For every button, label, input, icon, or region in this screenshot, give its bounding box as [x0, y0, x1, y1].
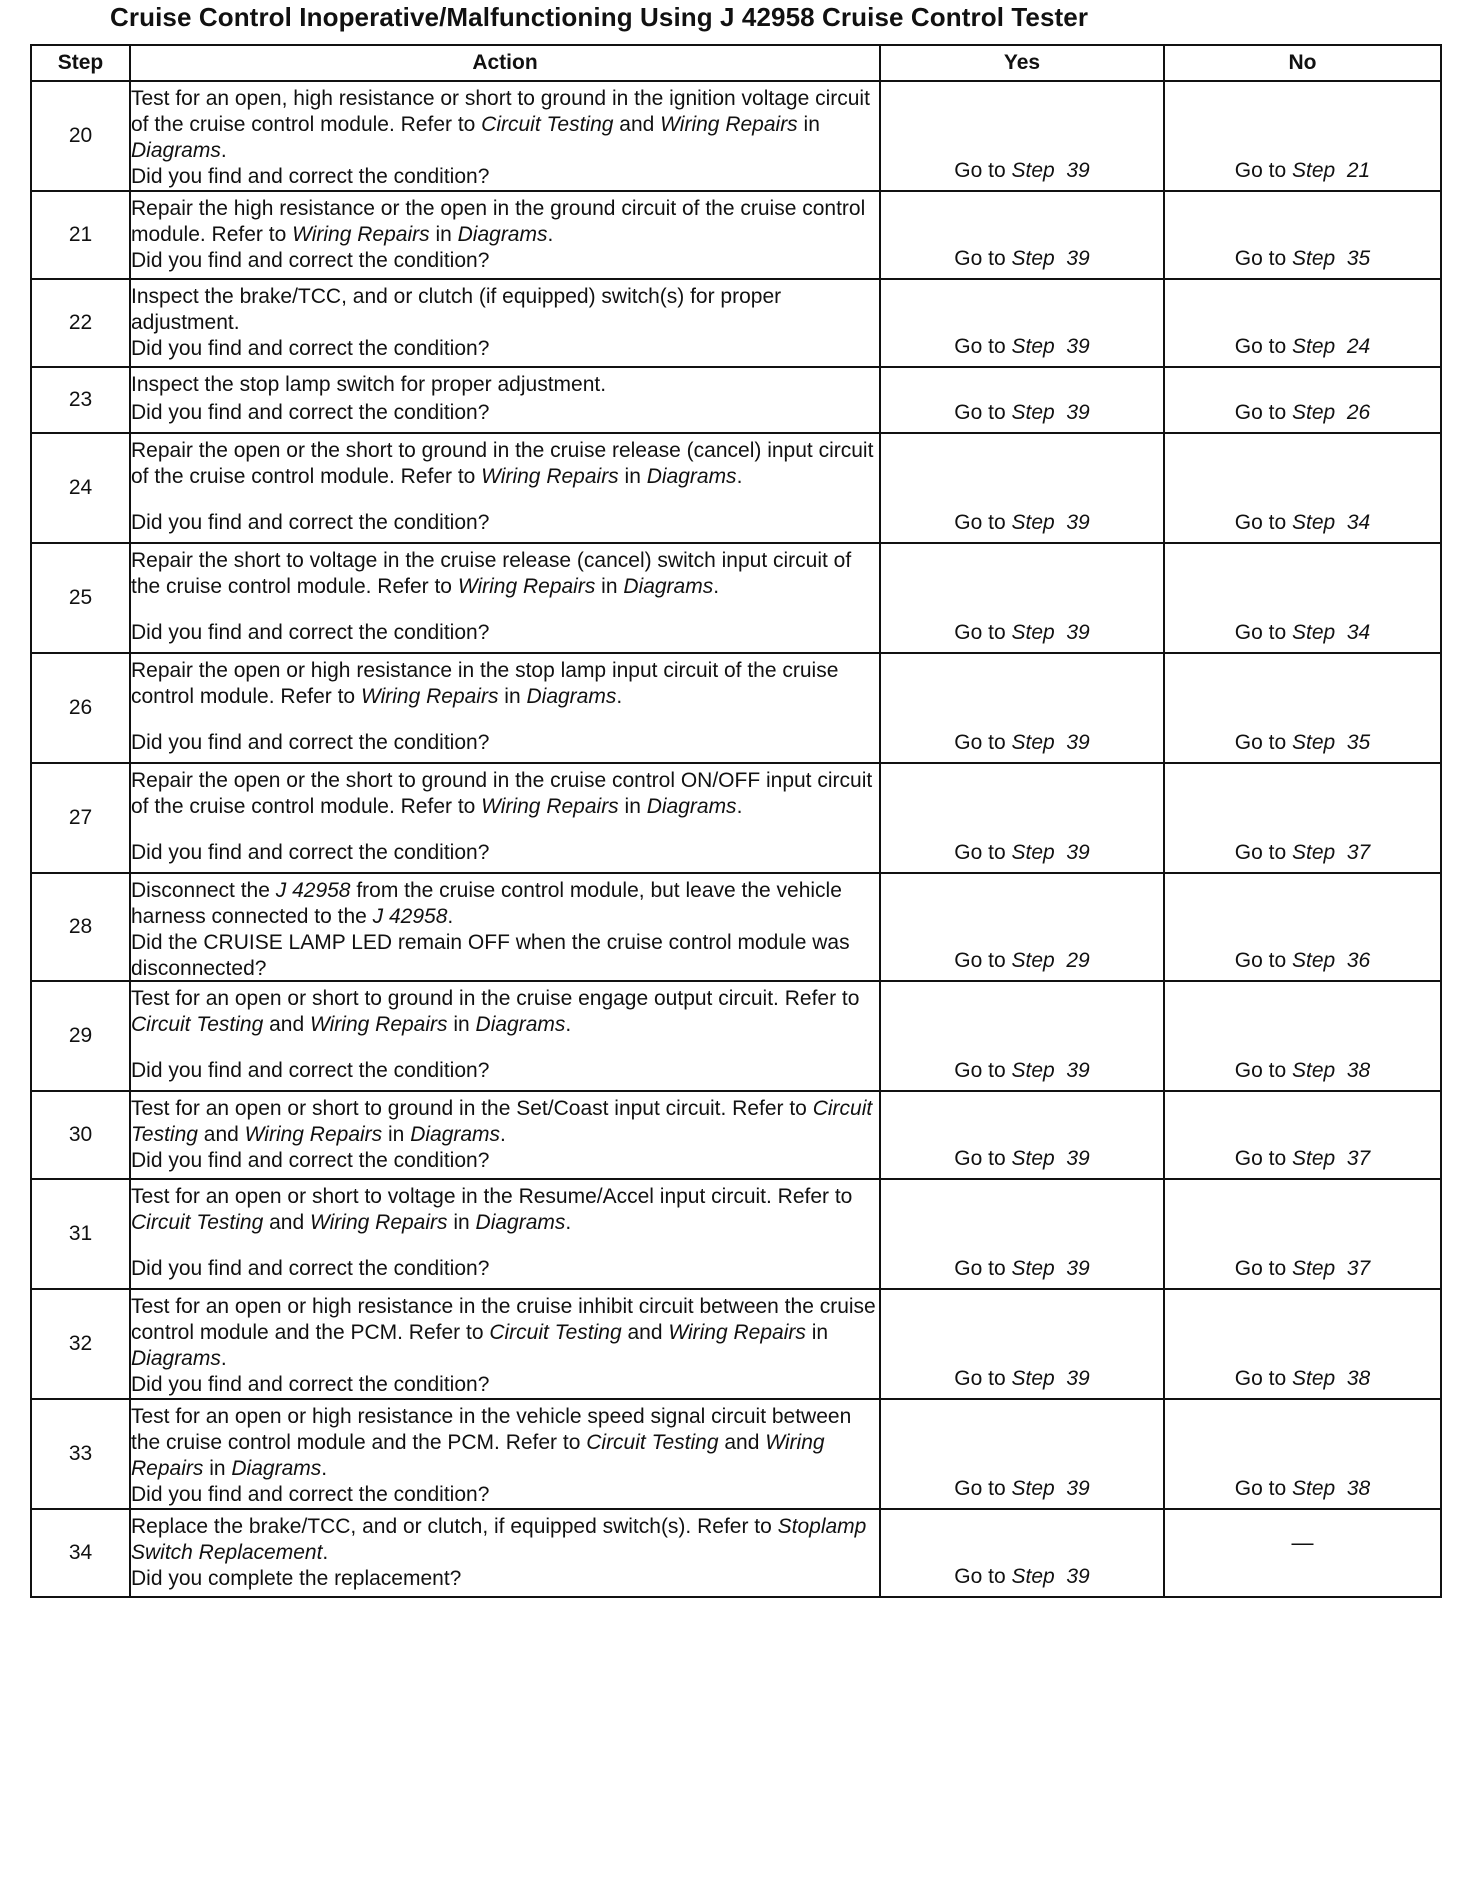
- action-reference: Wiring Repairs: [481, 465, 619, 488]
- no-cell: Go to Step 24: [1164, 279, 1441, 367]
- action-question: Did you find and correct the condition?: [131, 841, 490, 864]
- table-row: [31, 1091, 1441, 1179]
- yes-cell: Go to Step 39: [880, 981, 1164, 1091]
- yes-cell: Go to Step 39: [880, 279, 1164, 367]
- action-text: Test for an open or short to ground in the cruise engage output circuit. Refer to Circuit Testing and Wiring Repairs in Diagrams.: [131, 987, 860, 1036]
- yes-goto-step: Step 39: [1011, 159, 1090, 182]
- action-reference: Wiring Repairs: [310, 1013, 448, 1036]
- table-header-row: [31, 45, 1441, 81]
- yes-cell: Go to Step 39: [880, 1399, 1164, 1509]
- action-question: Did you complete the replacement?: [131, 1567, 462, 1590]
- action-reference: Diagrams: [475, 1211, 566, 1234]
- page-title: Cruise Control Inoperative/Malfunctioning Using J 42958 Cruise Control Tester: [110, 2, 1089, 32]
- yes-goto-step: Step 39: [1011, 731, 1090, 754]
- action-text: Repair the open or the short to ground in the cruise control ON/OFF input circuit of the cruise control module. Refer to Wiring Repairs in Diagrams.: [131, 769, 873, 818]
- yes-cell: Go to Step 39: [880, 191, 1164, 279]
- action-cell: [130, 1289, 880, 1399]
- yes-goto-step: Step 39: [1011, 1059, 1090, 1082]
- step-number: 20: [31, 81, 130, 191]
- yes-cell: Go to Step 39: [880, 543, 1164, 653]
- action-reference: Diagrams: [131, 139, 221, 162]
- step-number: 24: [31, 433, 130, 543]
- step-number: 27: [31, 763, 130, 873]
- no-goto-step: Step 35: [1291, 247, 1371, 270]
- yes-goto-step: Step 39: [1011, 841, 1090, 864]
- no-cell: Go to Step 38: [1164, 981, 1441, 1091]
- action-question: Did you find and correct the condition?: [131, 337, 490, 360]
- action-question: Did you find and correct the condition?: [131, 249, 490, 272]
- action-reference: Diagrams: [646, 795, 737, 818]
- header-action: Action: [130, 45, 880, 81]
- yes-cell: Go to Step 39: [880, 763, 1164, 873]
- diagnostic-table: [30, 44, 1442, 1598]
- yes-cell: Go to Step 29: [880, 873, 1164, 981]
- action-cell: [130, 1091, 880, 1179]
- table-row: [31, 191, 1441, 279]
- action-reference: Circuit Testing: [481, 113, 614, 136]
- no-goto-step: Step 36: [1291, 949, 1371, 972]
- no-cell: [1164, 1509, 1441, 1597]
- action-reference: J 42958: [372, 905, 448, 928]
- no-goto-step: Step 38: [1291, 1059, 1371, 1082]
- no-cell: Go to Step 21: [1164, 81, 1441, 191]
- action-cell: [130, 1179, 880, 1289]
- action-reference: Circuit Testing: [131, 1211, 264, 1234]
- yes-cell: Go to Step 39: [880, 433, 1164, 543]
- action-text: Repair the open or the short to ground in the cruise release (cancel) input circuit of the cruise control module. Refer to Wiring Repairs in Diagrams.: [131, 439, 874, 488]
- action-reference: J 42958: [275, 879, 351, 902]
- table-body: [31, 81, 1441, 1597]
- yes-goto-step: Step 39: [1011, 1147, 1090, 1170]
- no-cell: Go to Step 35: [1164, 653, 1441, 763]
- table-row: [31, 543, 1441, 653]
- yes-goto-step: Step 39: [1011, 511, 1090, 534]
- table-row: [31, 279, 1441, 367]
- action-text: Replace the brake/TCC, and or clutch, if equipped switch(s). Refer to Stoplamp Switch Replacement.: [131, 1515, 867, 1564]
- action-cell: [130, 1509, 880, 1597]
- action-question: Did the CRUISE LAMP LED remain OFF when the cruise control module was disconnected?: [131, 931, 850, 980]
- no-dash: —: [1291, 1530, 1314, 1555]
- yes-cell: Go to Step 39: [880, 1509, 1164, 1597]
- yes-goto-step: Step 39: [1011, 247, 1090, 270]
- action-reference: Wiring Repairs: [131, 1431, 825, 1480]
- no-goto-step: Step 34: [1291, 511, 1371, 534]
- no-cell: Go to Step 37: [1164, 763, 1441, 873]
- action-reference: Diagrams: [410, 1123, 501, 1146]
- action-text: Repair the open or high resistance in the stop lamp input circuit of the cruise control module. Refer to Wiring Repairs in Diagrams.: [131, 659, 839, 708]
- action-reference: Wiring Repairs: [660, 113, 798, 136]
- step-number: 25: [31, 543, 130, 653]
- action-cell: [130, 1399, 880, 1509]
- action-reference: Wiring Repairs: [244, 1123, 383, 1146]
- action-reference: Diagrams: [475, 1013, 566, 1036]
- action-question: Did you find and correct the condition?: [131, 731, 490, 754]
- action-reference: Wiring Repairs: [310, 1211, 448, 1234]
- yes-goto-step: Step 39: [1011, 1257, 1090, 1280]
- yes-goto-step: Step 29: [1011, 949, 1090, 972]
- no-goto-step: Step 21: [1291, 159, 1371, 182]
- action-reference: Diagrams: [623, 575, 714, 598]
- no-cell: Go to Step 34: [1164, 543, 1441, 653]
- step-number: 33: [31, 1399, 130, 1509]
- table-row: [31, 433, 1441, 543]
- step-number: 34: [31, 1509, 130, 1597]
- action-cell: [130, 279, 880, 367]
- action-cell: [130, 81, 880, 191]
- no-cell: Go to Step 37: [1164, 1179, 1441, 1289]
- table-row: [31, 763, 1441, 873]
- action-reference: Circuit Testing: [586, 1431, 719, 1454]
- table-row: [31, 981, 1441, 1091]
- step-number: 22: [31, 279, 130, 367]
- action-cell: [130, 191, 880, 279]
- step-number: 26: [31, 653, 130, 763]
- yes-cell: Go to Step 39: [880, 1289, 1164, 1399]
- action-cell: [130, 653, 880, 763]
- yes-goto-step: Step 39: [1011, 621, 1090, 644]
- no-goto-step: Step 34: [1291, 621, 1371, 644]
- yes-goto-step: Step 39: [1011, 1367, 1090, 1390]
- header-yes: Yes: [880, 45, 1164, 81]
- action-cell: [130, 981, 880, 1091]
- table-row: [31, 653, 1441, 763]
- table-row: [31, 873, 1441, 981]
- action-reference: Stoplamp Switch Replacement: [131, 1515, 867, 1564]
- action-reference: Circuit Testing: [489, 1321, 622, 1344]
- action-text: Inspect the brake/TCC, and or clutch (if equipped) switch(s) for proper adjustment.: [131, 285, 782, 334]
- step-number: 31: [31, 1179, 130, 1289]
- table-row: [31, 1179, 1441, 1289]
- action-text: Test for an open or short to ground in the Set/Coast input circuit. Refer to Circuit Testing and Wiring Repairs in Diagrams.: [131, 1097, 873, 1146]
- yes-goto-step: Step 39: [1011, 335, 1090, 358]
- action-cell: [130, 367, 880, 433]
- action-question: Did you find and correct the condition?: [131, 621, 490, 644]
- table-row: [31, 1509, 1441, 1597]
- no-goto-step: Step 37: [1291, 1147, 1371, 1170]
- table-row: [31, 81, 1441, 191]
- no-cell: Go to Step 34: [1164, 433, 1441, 543]
- table-row: [31, 1289, 1441, 1399]
- step-number: 32: [31, 1289, 130, 1399]
- action-reference: Diagrams: [131, 1347, 221, 1370]
- action-cell: [130, 763, 880, 873]
- action-question: Did you find and correct the condition?: [131, 401, 490, 424]
- no-goto-step: Step 38: [1291, 1477, 1371, 1500]
- no-cell: Go to Step 36: [1164, 873, 1441, 981]
- action-question: Did you find and correct the condition?: [131, 1059, 490, 1082]
- yes-cell: Go to Step 39: [880, 1091, 1164, 1179]
- action-reference: Diagrams: [457, 223, 548, 246]
- action-question: Did you find and correct the condition?: [131, 1149, 490, 1172]
- yes-cell: Go to Step 39: [880, 81, 1164, 191]
- table-row: [31, 367, 1441, 433]
- action-text: Test for an open or short to voltage in the Resume/Accel input circuit. Refer to Circuit Testing and Wiring Repairs in Diagrams.: [131, 1185, 853, 1234]
- action-reference: Wiring Repairs: [457, 575, 596, 598]
- no-cell: Go to Step 35: [1164, 191, 1441, 279]
- yes-cell: Go to Step 39: [880, 653, 1164, 763]
- yes-cell: Go to Step 39: [880, 1179, 1164, 1289]
- action-text: Test for an open, high resistance or short to ground in the ignition voltage circuit of the cruise control module. Refer to Circuit Testing and Wiring Repairs in Diagrams.: [131, 87, 870, 162]
- step-number: 28: [31, 873, 130, 981]
- action-reference: Wiring Repairs: [292, 223, 430, 246]
- action-text: Inspect the stop lamp switch for proper adjustment.: [131, 373, 607, 396]
- step-number: 30: [31, 1091, 130, 1179]
- action-reference: Diagrams: [526, 685, 617, 708]
- no-cell: Go to Step 38: [1164, 1289, 1441, 1399]
- action-cell: [130, 433, 880, 543]
- no-cell: Go to Step 38: [1164, 1399, 1441, 1509]
- no-cell: Go to Step 26: [1164, 367, 1441, 433]
- action-question: Did you find and correct the condition?: [131, 511, 490, 534]
- no-goto-step: Step 26: [1291, 401, 1371, 424]
- header-no: No: [1164, 45, 1441, 81]
- no-goto-step: Step 35: [1291, 731, 1371, 754]
- action-cell: [130, 873, 880, 981]
- yes-goto-step: Step 39: [1011, 1565, 1090, 1588]
- action-reference: Circuit Testing: [131, 1097, 873, 1146]
- no-goto-step: Step 24: [1291, 335, 1371, 358]
- action-reference: Wiring Repairs: [360, 685, 499, 708]
- step-number: 23: [31, 367, 130, 433]
- step-number: 29: [31, 981, 130, 1091]
- action-text: Test for an open or high resistance in the cruise inhibit circuit between the cruise control module and the PCM. Refer to Circuit Testing and Wiring Repairs in Diagrams.: [131, 1295, 876, 1370]
- action-reference: Wiring Repairs: [668, 1321, 806, 1344]
- no-cell: Go to Step 37: [1164, 1091, 1441, 1179]
- action-reference: Diagrams: [646, 465, 737, 488]
- action-text: Test for an open or high resistance in the vehicle speed signal circuit between the cruise control module and the PCM. Refer to Circuit Testing and Wiring Repairs in Diagrams.: [131, 1405, 852, 1480]
- action-text: Repair the short to voltage in the cruise release (cancel) switch input circuit of the cruise control module. Refer to Wiring Repairs in Diagrams.: [131, 549, 852, 598]
- no-goto-step: Step 37: [1291, 1257, 1371, 1280]
- yes-goto-step: Step 39: [1011, 401, 1090, 424]
- yes-cell: Go to Step 39: [880, 367, 1164, 433]
- action-question: Did you find and correct the condition?: [131, 1373, 490, 1396]
- action-question: Did you find and correct the condition?: [131, 165, 490, 188]
- step-number: 21: [31, 191, 130, 279]
- action-question: Did you find and correct the condition?: [131, 1483, 490, 1506]
- action-reference: Wiring Repairs: [481, 795, 619, 818]
- no-goto-step: Step 37: [1291, 841, 1371, 864]
- action-reference: Diagrams: [231, 1457, 322, 1480]
- table-row: [31, 1399, 1441, 1509]
- action-question: Did you find and correct the condition?: [131, 1257, 490, 1280]
- action-cell: [130, 543, 880, 653]
- action-text: Disconnect the J 42958 from the cruise control module, but leave the vehicle harness connected to the J 42958.: [131, 879, 842, 928]
- no-goto-step: Step 38: [1291, 1367, 1371, 1390]
- action-text: Repair the high resistance or the open in the ground circuit of the cruise control module. Refer to Wiring Repairs in Diagrams.: [131, 197, 866, 246]
- header-step: Step: [31, 45, 130, 81]
- action-reference: Circuit Testing: [131, 1013, 264, 1036]
- yes-goto-step: Step 39: [1011, 1477, 1090, 1500]
